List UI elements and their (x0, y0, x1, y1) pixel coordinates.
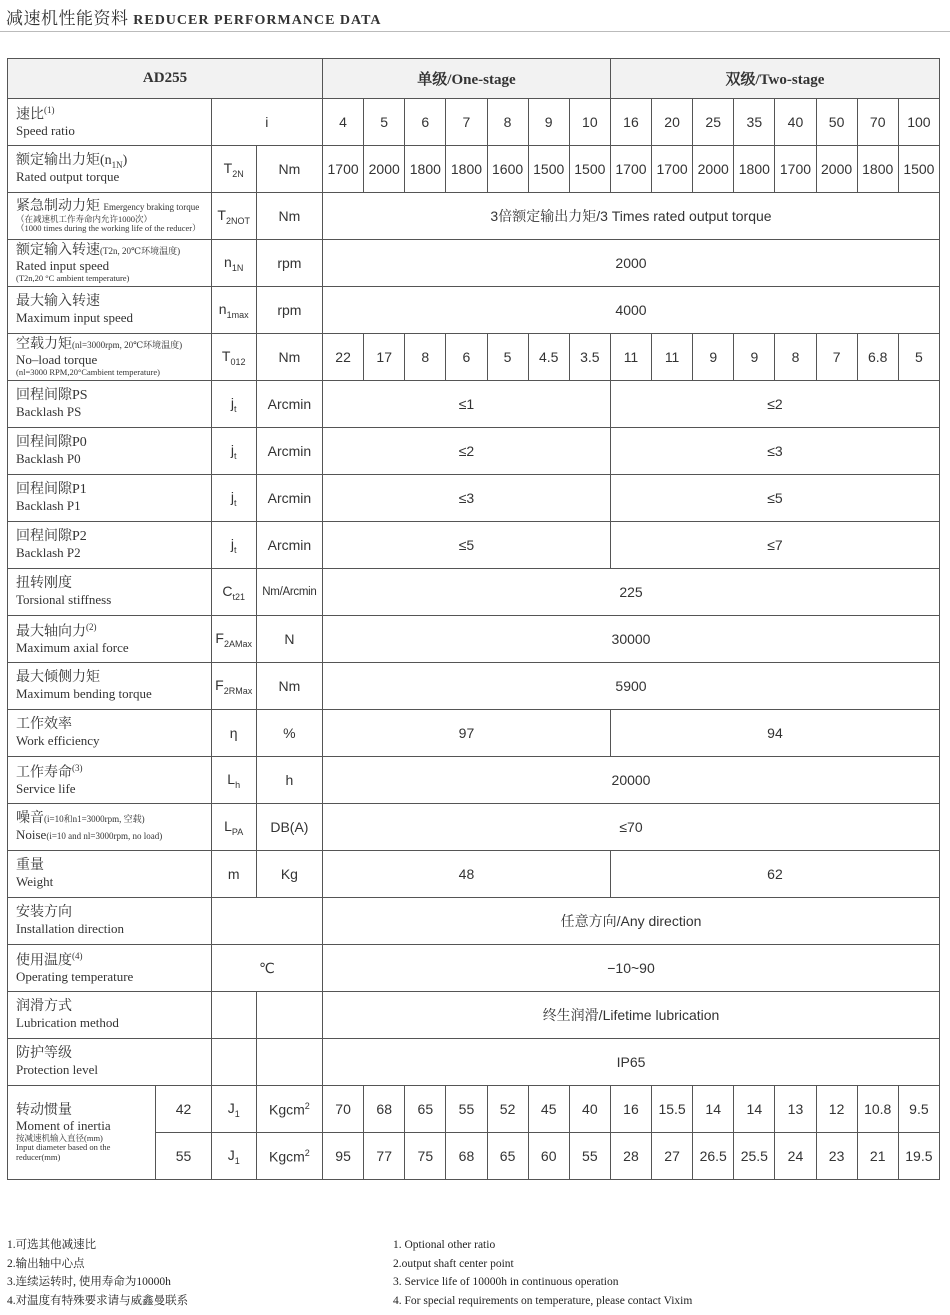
backlash-two-stage: ≤7 (610, 522, 939, 569)
temp-row (8, 945, 940, 992)
input-speed-symbol: $n_{1N}$ (211, 240, 256, 287)
header-row (8, 59, 940, 99)
inertia-value: 65 (405, 1086, 446, 1133)
temp-label: 使用温度$^{(4)}$ Operating temperature (8, 945, 212, 992)
lube-value: 终生润滑/Lifetime lubrication (323, 992, 940, 1039)
backlash-unit: Arcmin (256, 522, 322, 569)
inertia-value: 23 (816, 1133, 857, 1180)
input-speed-unit: rpm (256, 240, 322, 287)
install-row (8, 898, 940, 945)
efficiency-one-stage: 97 (323, 710, 611, 757)
bending-unit: Nm (256, 663, 322, 710)
max-speed-symbol: $n_{1max}$ (211, 287, 256, 334)
emergency-unit: Nm (256, 193, 322, 240)
torque-value: 1500 (528, 146, 569, 193)
axial-value: 30000 (323, 616, 940, 663)
performance-table (7, 58, 940, 1180)
ratio-symbol: i (211, 99, 322, 146)
noload-value: 9 (693, 334, 734, 381)
backlash-one-stage: ≤3 (323, 475, 611, 522)
noload-value: 11 (610, 334, 651, 381)
inertia-value: 26.5 (693, 1133, 734, 1180)
torque-value: 1600 (487, 146, 528, 193)
inertia-value: 65 (487, 1133, 528, 1180)
torque-value: 1700 (610, 146, 651, 193)
backlash-unit: Arcmin (256, 381, 322, 428)
weight-label: 重量 Weight (8, 851, 212, 898)
noload-value: 9 (734, 334, 775, 381)
efficiency-label: 工作效率 Work efficiency (8, 710, 212, 757)
inertia-unit: Kgcm$^2$ (256, 1133, 322, 1180)
title-en: REDUCER PERFORMANCE DATA (133, 13, 382, 28)
noload-symbol: $T_{012}$ (211, 334, 256, 381)
one-stage-header: 单级/One-stage (323, 59, 611, 99)
inertia-value: 13 (775, 1086, 816, 1133)
ratio-value: 20 (652, 99, 693, 146)
torque-value: 1800 (446, 146, 487, 193)
backlash-symbol: $j_t$ (211, 475, 256, 522)
noload-value: 4.5 (528, 334, 569, 381)
ratio-value: 50 (816, 99, 857, 146)
title-rule (0, 31, 950, 32)
noise-unit: DB(A) (256, 804, 322, 851)
noise-symbol: $L_{PA}$ (211, 804, 256, 851)
noise-row (8, 804, 940, 851)
backlash-ps-row (8, 381, 940, 428)
life-unit: h (256, 757, 322, 804)
backlash-symbol: $j_t$ (211, 522, 256, 569)
ratio-value: 10 (569, 99, 610, 146)
backlash-two-stage: ≤5 (610, 475, 939, 522)
weight-symbol: m (211, 851, 256, 898)
inertia-value: 55 (446, 1086, 487, 1133)
ratio-value: 25 (693, 99, 734, 146)
max-speed-label: 最大输入转速 Maximum input speed (8, 287, 212, 334)
inertia-value: 77 (364, 1133, 405, 1180)
inertia-value: 55 (569, 1133, 610, 1180)
emergency-label: 紧急制动力矩 Emergency braking torque （在减速机工作寿命内允许1000次） （1000 times during the working life of the reducer） (8, 193, 212, 240)
efficiency-unit: % (256, 710, 322, 757)
inertia-row-42 (8, 1086, 940, 1133)
inertia-value: 27 (652, 1133, 693, 1180)
lube-unit-empty (256, 992, 322, 1039)
inertia-value: 10.8 (857, 1086, 898, 1133)
inertia-value: 14 (693, 1086, 734, 1133)
page-title (6, 4, 382, 29)
ratio-value: 9 (528, 99, 569, 146)
ratio-value: 7 (446, 99, 487, 146)
inertia-value: 16 (610, 1086, 651, 1133)
torque-value: 2000 (693, 146, 734, 193)
protect-symbol-empty (211, 1039, 256, 1086)
backlash-p0-label: 回程间隙P0 Backlash P0 (8, 428, 212, 475)
emergency-value: 3倍额定输出力矩/3 Times rated output torque (323, 193, 940, 240)
inertia-value: 25.5 (734, 1133, 775, 1180)
bending-row (8, 663, 940, 710)
temp-unit: ℃ (211, 945, 322, 992)
model-name: AD255 (8, 59, 323, 99)
inertia-value: 12 (816, 1086, 857, 1133)
torque-value: 1500 (569, 146, 610, 193)
stiffness-label: 扭转刚度 Torsional stiffness (8, 569, 212, 616)
backlash-one-stage: ≤5 (323, 522, 611, 569)
emergency-symbol: $T_{2NOT}$ (211, 193, 256, 240)
noload-value: 5 (898, 334, 939, 381)
emergency-row (8, 193, 940, 240)
torque-symbol: $T_{2N}$ (211, 146, 256, 193)
noload-value: 11 (652, 334, 693, 381)
backlash-symbol: $j_t$ (211, 381, 256, 428)
efficiency-symbol: η (211, 710, 256, 757)
lube-symbol-empty (211, 992, 256, 1039)
backlash-one-stage: ≤2 (323, 428, 611, 475)
torque-value: 1700 (652, 146, 693, 193)
ratio-value: 8 (487, 99, 528, 146)
inertia-value: 60 (528, 1133, 569, 1180)
efficiency-two-stage: 94 (610, 710, 939, 757)
backlash-unit: Arcmin (256, 428, 322, 475)
inertia-value: 68 (364, 1086, 405, 1133)
noload-value: 7 (816, 334, 857, 381)
inertia-symbol: $J_1$ (211, 1086, 256, 1133)
inertia-unit: Kgcm$^2$ (256, 1086, 322, 1133)
weight-row (8, 851, 940, 898)
weight-one-stage: 48 (323, 851, 611, 898)
note-item: 4.对温度有特殊要求请与威鑫曼联系 (7, 1294, 189, 1307)
note-item: 1.可选其他减速比 (7, 1239, 97, 1251)
notes-en (393, 1236, 692, 1310)
input-speed-value: 2000 (323, 240, 940, 287)
stiffness-unit: Nm/Arcmin (256, 569, 322, 616)
noload-value: 22 (323, 334, 364, 381)
protect-value: IP65 (323, 1039, 940, 1086)
inertia-value: 70 (323, 1086, 364, 1133)
torque-value: 1500 (898, 146, 939, 193)
inertia-value: 28 (610, 1133, 651, 1180)
ratio-value: 16 (610, 99, 651, 146)
inertia-value: 15.5 (652, 1086, 693, 1133)
ratio-value: 4 (323, 99, 364, 146)
ratio-row (8, 99, 940, 146)
input-speed-row (8, 240, 940, 287)
max-speed-value: 4000 (323, 287, 940, 334)
backlash-p1-label: 回程间隙P1 Backlash P1 (8, 475, 212, 522)
life-value: 20000 (323, 757, 940, 804)
torque-value: 1800 (857, 146, 898, 193)
inertia-value: 24 (775, 1133, 816, 1180)
backlash-p0-row (8, 428, 940, 475)
ratio-value: 40 (775, 99, 816, 146)
torque-value: 1700 (323, 146, 364, 193)
noise-label: 噪音(i=10和n1=3000rpm, 空载) Noise(i=10 and nl=3000rpm, no load) (8, 804, 212, 851)
note-item: 3. Service life of 10000h in continuous operation (393, 1276, 619, 1288)
bending-value: 5900 (323, 663, 940, 710)
max-speed-unit: rpm (256, 287, 322, 334)
note-item: 2.输出轴中心点 (7, 1257, 85, 1270)
noise-value: ≤70 (323, 804, 940, 851)
noload-value: 17 (364, 334, 405, 381)
ratio-value: 100 (898, 99, 939, 146)
torque-row (8, 146, 940, 193)
backlash-ps-label: 回程间隙PS Backlash PS (8, 381, 212, 428)
note-item: 4. For special requirements on temperature, please contact Vixim (393, 1294, 693, 1307)
noload-value: 3.5 (569, 334, 610, 381)
torque-value: 2000 (364, 146, 405, 193)
note-item: 2.output shaft center point (393, 1257, 514, 1270)
backlash-p1-row (8, 475, 940, 522)
noload-value: 6 (446, 334, 487, 381)
axial-row (8, 616, 940, 663)
inertia-diameter: 42 (156, 1086, 211, 1133)
weight-unit: Kg (256, 851, 322, 898)
life-row (8, 757, 940, 804)
inertia-diameter: 55 (156, 1133, 211, 1180)
lube-row (8, 992, 940, 1039)
life-label: 工作寿命$^{(3)}$ Service life (8, 757, 212, 804)
install-symbol-empty (211, 898, 322, 945)
temp-value: −10~90 (323, 945, 940, 992)
stiffness-row (8, 569, 940, 616)
notes-cn (7, 1236, 188, 1310)
torque-value: 2000 (816, 146, 857, 193)
lube-label: 润滑方式 Lubrication method (8, 992, 212, 1039)
inertia-value: 75 (405, 1133, 446, 1180)
backlash-two-stage: ≤2 (610, 381, 939, 428)
bending-symbol: $F_{2RMax}$ (211, 663, 256, 710)
efficiency-row (8, 710, 940, 757)
torque-label: 额定输出力矩$(n_{1N})$ Rated output torque (8, 146, 212, 193)
noload-value: 8 (405, 334, 446, 381)
inertia-value: 14 (734, 1086, 775, 1133)
note-item: 3.连续运转时, 使用寿命为10000h (7, 1276, 171, 1288)
inertia-value: 40 (569, 1086, 610, 1133)
ratio-value: 70 (857, 99, 898, 146)
stiffness-symbol: $C_{t21}$ (211, 569, 256, 616)
torque-value: 1800 (405, 146, 446, 193)
bending-label: 最大倾侧力矩 Maximum bending torque (8, 663, 212, 710)
ratio-value: 6 (405, 99, 446, 146)
inertia-value: 19.5 (898, 1133, 939, 1180)
torque-value: 1800 (734, 146, 775, 193)
inertia-value: 21 (857, 1133, 898, 1180)
torque-value: 1700 (775, 146, 816, 193)
inertia-value: 45 (528, 1086, 569, 1133)
axial-unit: N (256, 616, 322, 663)
backlash-p2-label: 回程间隙P2 Backlash P2 (8, 522, 212, 569)
backlash-two-stage: ≤3 (610, 428, 939, 475)
install-label: 安装方向 Installation direction (8, 898, 212, 945)
backlash-one-stage: ≤1 (323, 381, 611, 428)
max-speed-row (8, 287, 940, 334)
noload-value: 6.8 (857, 334, 898, 381)
backlash-unit: Arcmin (256, 475, 322, 522)
two-stage-header: 双级/Two-stage (610, 59, 939, 99)
protect-row (8, 1039, 940, 1086)
input-speed-label: 额定输入转速(T2n, 20℃环境温度) Rated input speed (T2n,20 °C ambient temperature) (8, 240, 212, 287)
title-cn: 减速机性能资料 (6, 9, 129, 28)
backlash-symbol: $j_t$ (211, 428, 256, 475)
protect-label: 防护等级 Protection level (8, 1039, 212, 1086)
noload-value: 5 (487, 334, 528, 381)
inertia-symbol: $J_1$ (211, 1133, 256, 1180)
backlash-p2-row (8, 522, 940, 569)
noload-unit: Nm (256, 334, 322, 381)
noload-row (8, 334, 940, 381)
inertia-value: 95 (323, 1133, 364, 1180)
axial-label: 最大轴向力$^{(2)}$ Maximum axial force (8, 616, 212, 663)
inertia-value: 9.5 (898, 1086, 939, 1133)
axial-symbol: $F_{2AMax}$ (211, 616, 256, 663)
note-item: 1. Optional other ratio (393, 1239, 496, 1251)
install-value: 任意方向/Any direction (323, 898, 940, 945)
ratio-value: 35 (734, 99, 775, 146)
inertia-value: 68 (446, 1133, 487, 1180)
inertia-label: 转动惯量 Moment of inertia 按减速机输入直径(mm) Input diameter based on the reducer(mm) (8, 1086, 156, 1180)
noload-label: 空载力矩(nl=3000rpm, 20℃环境温度) No–load torque (nl=3000 RPM,20°Cambient temperature) (8, 334, 212, 381)
stiffness-value: 225 (323, 569, 940, 616)
ratio-value: 5 (364, 99, 405, 146)
weight-two-stage: 62 (610, 851, 939, 898)
life-symbol: $L_h$ (211, 757, 256, 804)
torque-unit: Nm (256, 146, 322, 193)
ratio-label: 速比$^{(1)}$ Speed ratio (8, 99, 212, 146)
noload-value: 8 (775, 334, 816, 381)
protect-unit-empty (256, 1039, 322, 1086)
inertia-value: 52 (487, 1086, 528, 1133)
